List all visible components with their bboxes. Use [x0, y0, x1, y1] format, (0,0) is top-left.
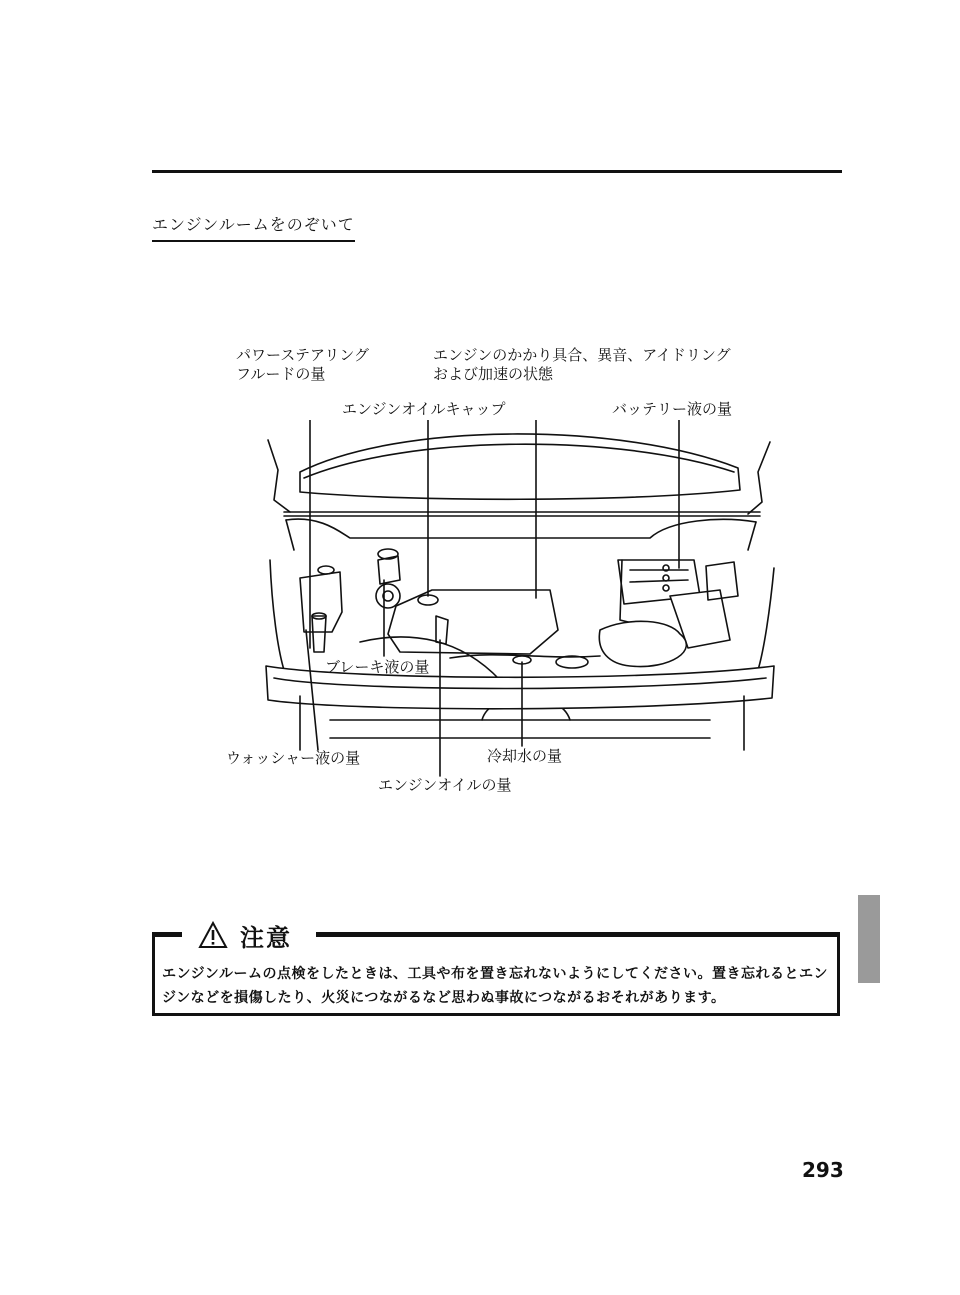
label-brake: ブレーキ液の量: [325, 658, 430, 676]
section-title: エンジンルームをのぞいて: [152, 212, 355, 242]
label-battery: バッテリー液の量: [612, 400, 733, 418]
label-oil-cap: エンジンオイルキャップ: [342, 400, 506, 418]
warning-triangle-icon: [198, 921, 228, 949]
caution-title: 注意: [240, 923, 292, 952]
caution-text: エンジンルームの点検をしたときは、工具や布を置き忘れないようにしてください。置き忘れるとエンジンなどを損傷したり、火災につながるなど思わぬ事故につながるおそれがあります。: [162, 966, 828, 1006]
label-coolant: 冷却水の量: [487, 747, 563, 765]
caution-bar-right: [316, 932, 840, 937]
brake-reservoir: [378, 556, 400, 584]
thumb-index-tab: [858, 895, 880, 983]
caution-header: [198, 920, 292, 950]
page-number: 293: [802, 1158, 844, 1182]
engine-cover: [388, 590, 558, 654]
top-rule: [152, 170, 842, 173]
front-panel: [266, 666, 774, 709]
label-power-steering: パワーステアリング フルードの量: [236, 346, 370, 383]
engine-bay-illustration: [200, 420, 800, 780]
label-engine-condition: エンジンのかかり具合、異音、アイドリング および加速の状態: [433, 346, 731, 383]
label-washer: ウォッシャー液の量: [226, 749, 361, 767]
washer-tank: [300, 572, 342, 632]
label-engine-oil: エンジンオイルの量: [378, 776, 512, 794]
caution-bar-left: [152, 932, 182, 937]
